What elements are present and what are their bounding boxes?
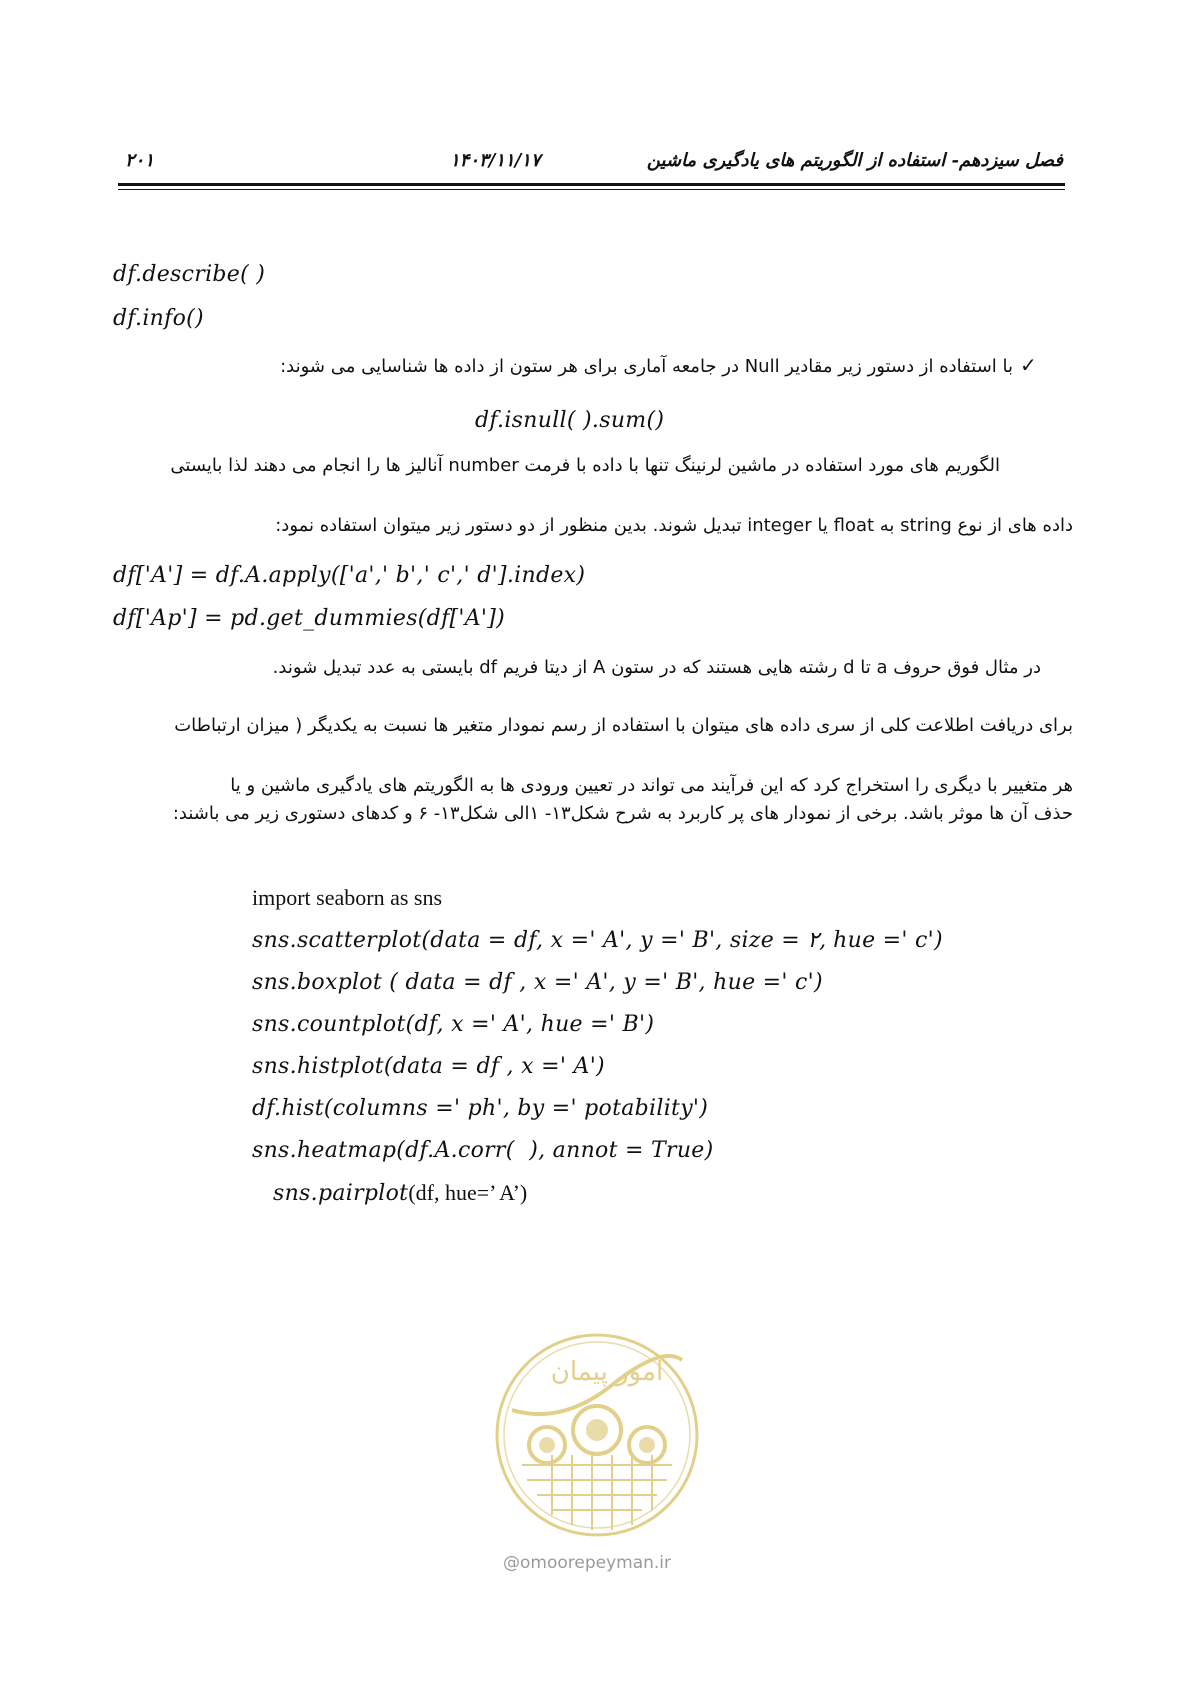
chapter-title: فصل سیزدهم- استفاده از الگوریتم های یادگیری ماشین: [646, 150, 1063, 171]
watermark-site: @omoorepeyman.ir: [503, 1553, 672, 1573]
code-countplot: sns.countplot(df, x =' A', hue =' B'): [252, 1012, 655, 1037]
paragraph-3-line-1: برای دریافت اطلاعت کلی از سری داده های میتوان با استفاده از رسم نمودار متغیر ها نسبت به یکدیگر ( میزان ارتباطات: [174, 715, 1073, 736]
header-rule-thin: [118, 189, 1065, 190]
paragraph-1-line-1: الگوریم های مورد استفاده در ماشین لرنینگ تنها با داده با فرمت number آنالیز ها را انجام می دهند لذا بایستی: [170, 455, 1000, 476]
code-apply: df['A'] = df.A.apply(['a',' b',' c',' d'].index): [113, 563, 586, 588]
code-info: df.info(): [113, 306, 204, 331]
code-df-hist: df.hist(columns =' ph', by =' potability'): [252, 1096, 709, 1121]
code-isnull: df.isnull( ).sum(): [475, 408, 665, 433]
watermark-logo-text: امور پیمان: [550, 1357, 664, 1387]
code-import-seaborn: import seaborn as sns: [252, 885, 443, 910]
code-get-dummies: df['Ap'] = pd.get_dummies(df['A']): [113, 606, 506, 631]
code-boxplot: sns.boxplot ( data = df , x =' A', y =' B', hue =' c'): [252, 970, 823, 995]
paragraph-3-line-2: هر متغییر با دیگری را استخراج کرد که این فرآیند می تواند در تعیین ورودی ها به الگوریتم های یادگیری ماشین و یا: [230, 775, 1073, 796]
code-scatterplot: sns.scatterplot(data = df, x =' A', y =' B', size = ۲, hue =' c'): [252, 928, 943, 953]
code-pairplot-args: (df, hue=’ A’): [408, 1180, 528, 1205]
paragraph-1-line-2: داده های از نوع string به float یا integer تبدیل شوند. بدین منظور از دو دستور زیر میتوان استفاده نمود:: [275, 515, 1073, 536]
code-histplot: sns.histplot(data = df , x =' A'): [252, 1054, 605, 1079]
watermark-logo: [492, 1330, 702, 1540]
header-date: ۱۴۰۳/۱۱/۱۷: [450, 150, 541, 171]
header-rule-thick: [118, 183, 1065, 186]
code-pairplot: [273, 1180, 527, 1206]
bullet-text: با استفاده از دستور زیر مقادیر Null در جامعه آماری برای هر ستون از داده ها شناسایی می شوند:: [280, 356, 1013, 377]
page-number: ۲۰۱: [125, 150, 155, 171]
code-describe: df.describe( ): [113, 262, 266, 287]
code-heatmap: sns.heatmap(df.A.corr( ), annot = True): [252, 1138, 714, 1163]
paragraph-3-line-3: حذف آن ها موثر باشد. برخی از نمودار های پر کاربرد به شرح شکل۱۳- ۱الی شکل۱۳- ۶ و کدهای دستوری زیر می باشند:: [172, 803, 1073, 824]
code-pairplot-fn: sns.pairplot: [273, 1181, 409, 1206]
checkmark-icon: ✓: [1020, 353, 1037, 377]
watermark-seal-icon: [492, 1330, 702, 1540]
paragraph-2: در مثال فوق حروف a تا d رشته هایی هستند که در ستون A از دیتا فریم df بایستی به عدد تبدیل شوند.: [272, 657, 1041, 678]
